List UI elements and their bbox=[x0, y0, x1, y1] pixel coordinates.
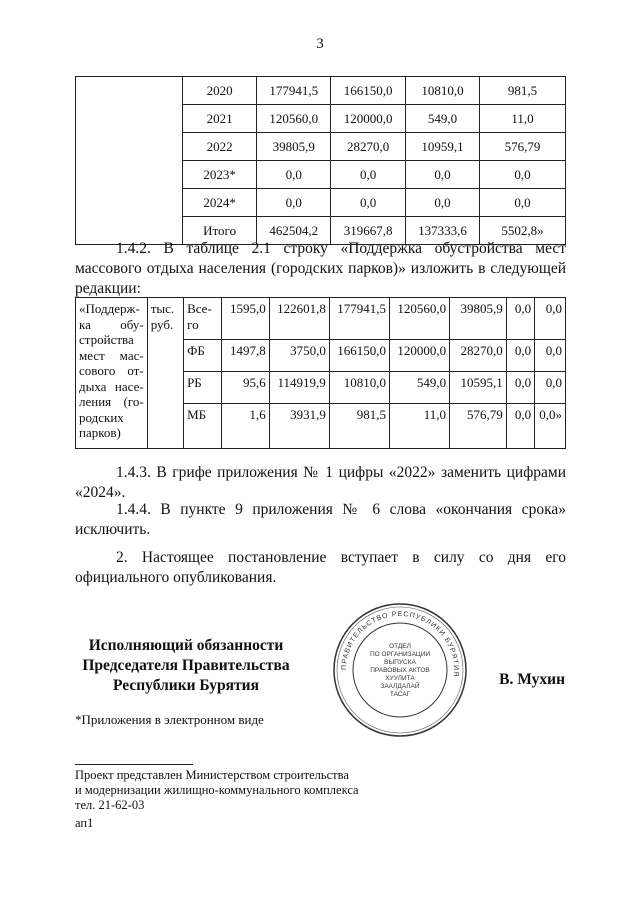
signature-title-line-1: Исполняющий обязанности bbox=[88, 637, 284, 654]
footer-code: ап1 bbox=[75, 816, 94, 830]
appendix-note: *Приложения в электронном виде bbox=[75, 712, 264, 727]
value-cell: 28270,0 bbox=[331, 133, 405, 161]
footer-line-1: Проект представлен Министерством строительства bbox=[75, 768, 349, 782]
value-cell: 137333,6 bbox=[405, 217, 479, 245]
stamp-ring-text: ПРАВИТЕЛЬСТВО РЕСПУБЛИКИ БУРЯТИЯ bbox=[340, 610, 460, 678]
value-cell: 0,0 bbox=[257, 189, 331, 217]
stamp-line: ПО ОРГАНИЗАЦИИ bbox=[369, 651, 431, 658]
signature-title-line-3: Республики Бурятия bbox=[113, 677, 259, 694]
value-cell: 39805,9 bbox=[450, 298, 507, 340]
value-cell: 981,5 bbox=[480, 77, 566, 105]
value-cell: 576,79 bbox=[480, 133, 566, 161]
value-cell: 114919,9 bbox=[269, 372, 329, 404]
measure-name-cell: «Поддерж-ка обу-стройства мест мас-сового от-дыха насе-ления (го-родских парков) bbox=[76, 298, 148, 449]
value-cell: 39805,9 bbox=[257, 133, 331, 161]
value-cell: 1,6 bbox=[222, 404, 270, 449]
value-cell: 3931,9 bbox=[269, 404, 329, 449]
value-cell: 576,79 bbox=[450, 404, 507, 449]
value-cell: 549,0 bbox=[405, 105, 479, 133]
value-cell: 0,0 bbox=[535, 340, 566, 372]
value-cell: 11,0 bbox=[480, 105, 566, 133]
value-cell: 10595,1 bbox=[450, 372, 507, 404]
budget-source-cell: ФБ bbox=[184, 340, 222, 372]
value-cell: 0,0 bbox=[405, 161, 479, 189]
footnote-divider bbox=[75, 764, 193, 765]
value-cell: 10959,1 bbox=[405, 133, 479, 161]
value-cell: 177941,5 bbox=[329, 298, 389, 340]
value-cell: 120000,0 bbox=[389, 340, 449, 372]
value-cell: 0,0 bbox=[331, 161, 405, 189]
value-cell: 0,0 bbox=[506, 372, 534, 404]
stamp-line: ТАСАГ bbox=[389, 691, 411, 698]
year-cell: 2022 bbox=[183, 133, 257, 161]
value-cell: 10810,0 bbox=[329, 372, 389, 404]
value-cell: 0,0 bbox=[535, 298, 566, 340]
paragraph-1-4-3: 1.4.3. В грифе приложения № 1 цифры «2022» заменить цифрами «2024». bbox=[75, 464, 566, 501]
value-cell: 0,0 bbox=[480, 189, 566, 217]
year-cell: 2024* bbox=[183, 189, 257, 217]
value-cell: 319667,8 bbox=[331, 217, 405, 245]
value-cell: 0,0 bbox=[257, 161, 331, 189]
signer-name: В. Мухин bbox=[499, 671, 565, 688]
value-cell: 3750,0 bbox=[269, 340, 329, 372]
value-cell: 120560,0 bbox=[257, 105, 331, 133]
value-cell: 0,0 bbox=[405, 189, 479, 217]
stamp-line: ПРАВОВЫХ АКТОВ bbox=[370, 667, 430, 674]
value-cell: 0,0» bbox=[535, 404, 566, 449]
value-cell: 166150,0 bbox=[329, 340, 389, 372]
value-cell: 11,0 bbox=[389, 404, 449, 449]
value-cell: 549,0 bbox=[389, 372, 449, 404]
value-cell: 0,0 bbox=[506, 298, 534, 340]
official-seal-stamp bbox=[330, 600, 470, 740]
stamp-line: ОТДЕЛ bbox=[389, 643, 411, 650]
budget-source-cell: РБ bbox=[184, 372, 222, 404]
value-cell: 1497,8 bbox=[222, 340, 270, 372]
year-cell: 2021 bbox=[183, 105, 257, 133]
table-cell-empty bbox=[76, 77, 183, 245]
year-cell: 2023* bbox=[183, 161, 257, 189]
value-cell: 0,0 bbox=[331, 189, 405, 217]
table-park-support bbox=[75, 297, 566, 449]
value-cell: 462504,2 bbox=[257, 217, 331, 245]
value-cell: 0,0 bbox=[506, 404, 534, 449]
value-cell: 120560,0 bbox=[389, 298, 449, 340]
page-number: 3 bbox=[316, 36, 324, 52]
paragraph-2: 2. Настоящее постановление вступает в силу со дня его официального опубликования. bbox=[75, 549, 566, 586]
value-cell: 10810,0 bbox=[405, 77, 479, 105]
stamp-line: ЗААЛДАЛАЙ bbox=[380, 683, 420, 690]
value-cell: 166150,0 bbox=[331, 77, 405, 105]
unit-cell: тыс. руб. bbox=[147, 298, 183, 449]
footer-line-2: и модернизации жилищно-коммунального комплекса bbox=[75, 783, 359, 797]
stamp-line: ВЫПУСКА bbox=[384, 659, 416, 666]
footer-phone: тел. 21-62-03 bbox=[75, 798, 145, 812]
value-cell: 28270,0 bbox=[450, 340, 507, 372]
value-cell: 0,0 bbox=[506, 340, 534, 372]
budget-source-cell: МБ bbox=[184, 404, 222, 449]
paragraph-1-4-4: 1.4.4. В пункте 9 приложения № 6 слова «окончания срока» исключить. bbox=[75, 501, 566, 538]
stamp-line: ХУУЛИТА bbox=[385, 675, 415, 682]
value-cell: 177941,5 bbox=[257, 77, 331, 105]
signature-title-line-2: Председателя Правительства bbox=[82, 657, 290, 674]
table-row bbox=[76, 77, 566, 105]
value-cell: 5502,8» bbox=[480, 217, 566, 245]
value-cell: 0,0 bbox=[535, 372, 566, 404]
value-cell: 0,0 bbox=[480, 161, 566, 189]
value-cell: 1595,0 bbox=[222, 298, 270, 340]
value-cell: 95,6 bbox=[222, 372, 270, 404]
table-row bbox=[76, 298, 566, 340]
year-cell: Итого bbox=[183, 217, 257, 245]
budget-source-cell: Все-го bbox=[184, 298, 222, 340]
table-financing-years bbox=[75, 76, 566, 245]
value-cell: 122601,8 bbox=[269, 298, 329, 340]
paragraph-1-4-2: 1.4.2. В таблице 2.1 строку «Поддержка обустройства мест массового отдыха населения (городских парков)» изложить в следующей редакции: bbox=[75, 240, 566, 297]
value-cell: 981,5 bbox=[329, 404, 389, 449]
value-cell: 120000,0 bbox=[331, 105, 405, 133]
year-cell: 2020 bbox=[183, 77, 257, 105]
